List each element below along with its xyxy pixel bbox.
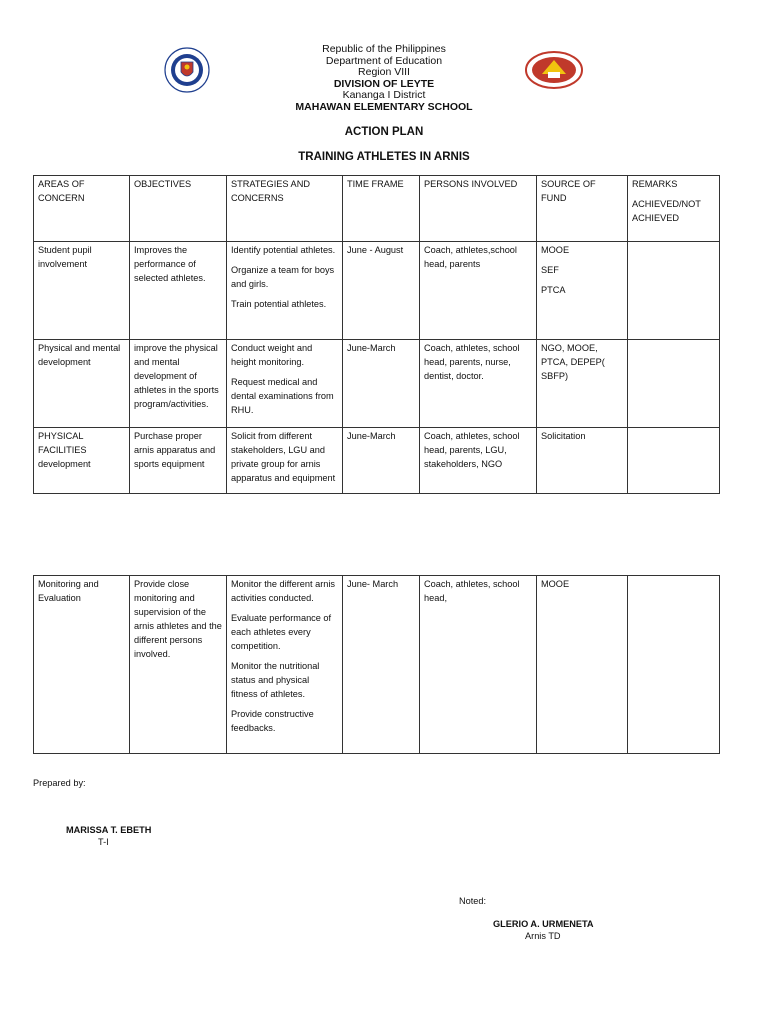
strategies-cell xyxy=(227,340,343,428)
remarks-cell xyxy=(628,428,720,494)
strategy-item: Organize a team for boys and girls. xyxy=(231,265,335,289)
strategy-item: Conduct weight and height monitoring. xyxy=(231,343,313,367)
preparer-name: MARISSA T. EBETH xyxy=(66,825,152,835)
strategy-item: Request medical and dental examinations from RHU. xyxy=(231,377,334,415)
column-header: OBJECTIVES xyxy=(130,176,227,242)
achieved-label: ACHIEVED/NOT ACHIEVED xyxy=(632,199,701,223)
header-line-republic: Republic of the Philippines xyxy=(322,43,446,55)
fund-item: NGO, MOOE, PTCA, DEPEP( SBFP) xyxy=(541,343,605,381)
strategy-item: Provide constructive feedbacks. xyxy=(231,709,314,733)
header-line-region: Region VIII xyxy=(358,66,410,78)
header-line-district: Kananga I District xyxy=(342,89,426,101)
strategies-cell xyxy=(227,428,343,494)
page-subtitle: TRAINING ATHLETES IN ARNIS xyxy=(298,151,470,163)
header-line-division: DIVISION OF LEYTE xyxy=(333,77,435,90)
letterhead xyxy=(0,44,768,113)
fund-cell xyxy=(537,242,628,340)
noter-title: Arnis TD xyxy=(525,931,561,941)
column-header: AREAS OF CONCERN xyxy=(34,176,130,242)
column-header: SOURCE OF FUND xyxy=(537,176,628,242)
objective-cell: improve the physical and mental development of athletes in the sports program/activities. xyxy=(130,340,227,428)
fund-item: Solicitation xyxy=(541,431,586,441)
remarks-label: REMARKS xyxy=(632,179,678,189)
strategy-item: Evaluate performance of each athletes every competition. xyxy=(231,613,332,651)
header-line-school: MAHAWAN ELEMENTARY SCHOOL xyxy=(295,100,473,113)
time-cell: June-March xyxy=(343,428,420,494)
prepared-by-label: Prepared by: xyxy=(33,778,86,788)
strategy-item: Monitor the nutritional status and physical fitness of athletes. xyxy=(231,661,320,699)
table-row xyxy=(34,340,720,428)
column-header: STRATEGIES AND CONCERNS xyxy=(227,176,343,242)
preparer-title: T-I xyxy=(98,837,109,847)
area-cell: Student pupil involvement xyxy=(34,242,130,340)
fund-cell xyxy=(537,576,628,754)
fund-item: PTCA xyxy=(541,285,566,295)
strategy-item: Monitor the different arnis activities conducted. xyxy=(231,579,336,603)
fund-item: SEF xyxy=(541,265,559,275)
strategy-item: Solicit from different stakeholders, LGU and private group for arnis apparatus and equipment xyxy=(231,431,336,483)
persons-cell: Coach, athletes, school head, parents, nurse, dentist, doctor. xyxy=(420,340,537,428)
area-cell: Physical and mental development xyxy=(34,340,130,428)
header-line-deped: Department of Education xyxy=(325,54,443,67)
area-cell: PHYSICAL FACILITIES development xyxy=(34,428,130,494)
page-title: ACTION PLAN xyxy=(344,126,424,138)
objective-cell: Improves the performance of selected athletes. xyxy=(130,242,227,340)
time-cell: June - August xyxy=(343,242,420,340)
fund-item: MOOE xyxy=(541,579,570,589)
time-cell: June-March xyxy=(343,340,420,428)
column-header: TIME FRAME xyxy=(343,176,420,242)
fund-cell xyxy=(537,340,628,428)
remarks-cell xyxy=(628,242,720,340)
objective-cell: Provide close monitoring and supervision of the arnis athletes and the different persons involved. xyxy=(130,576,227,754)
table-row xyxy=(34,242,720,340)
area-cell: Monitoring and Evaluation xyxy=(34,576,130,754)
table-header-row xyxy=(34,176,720,242)
remarks-cell xyxy=(628,576,720,754)
noted-label: Noted: xyxy=(459,896,487,906)
column-header: PERSONS INVOLVED xyxy=(420,176,537,242)
fund-item: MOOE xyxy=(541,245,570,255)
persons-cell: Coach, athletes,school head, parents xyxy=(420,242,537,340)
table-row xyxy=(34,428,720,494)
action-plan-table-continued xyxy=(33,575,720,754)
noter-name: GLERIO A. URMENETA xyxy=(493,919,594,929)
strategies-cell xyxy=(227,576,343,754)
column-header-remarks xyxy=(628,176,720,242)
fund-cell xyxy=(537,428,628,494)
strategy-item: Identify potential athletes. xyxy=(231,245,336,255)
persons-cell: Coach, athletes, school head, xyxy=(420,576,537,754)
table-row xyxy=(34,576,720,754)
objective-cell: Purchase proper arnis apparatus and sports equipment xyxy=(130,428,227,494)
persons-cell: Coach, athletes, school head, parents, LGU, stakeholders, NGO xyxy=(420,428,537,494)
strategies-cell xyxy=(227,242,343,340)
remarks-cell xyxy=(628,340,720,428)
time-cell: June- March xyxy=(343,576,420,754)
strategy-item: Train potential athletes. xyxy=(231,299,327,309)
action-plan-table xyxy=(33,175,720,494)
